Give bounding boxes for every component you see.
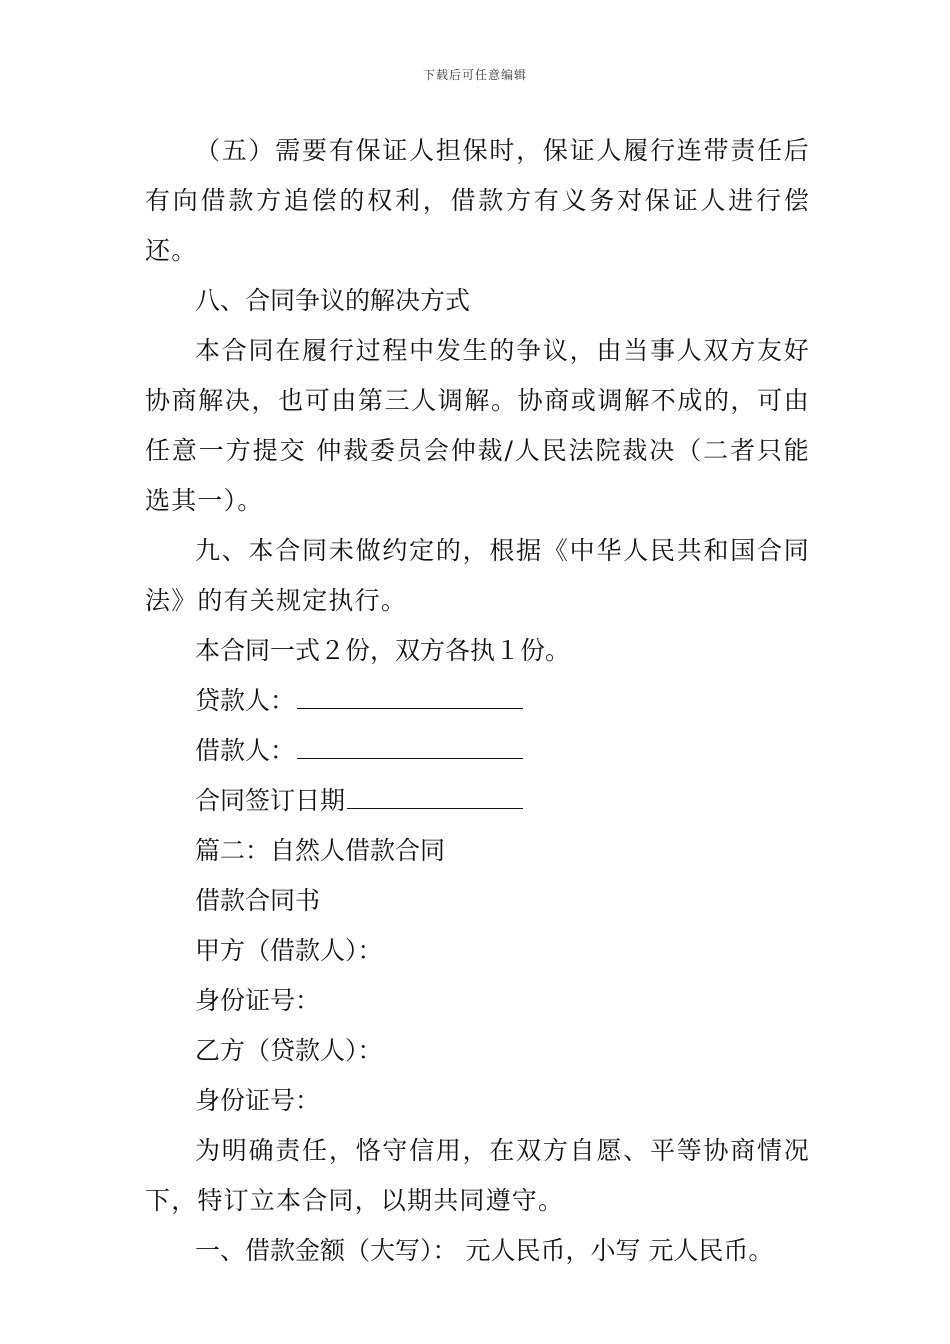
lender-blank	[297, 707, 523, 709]
borrower-label: 借款人：	[195, 736, 296, 765]
document-body	[145, 126, 810, 1276]
party-b-id-number: 身份证号：	[195, 1086, 321, 1115]
paragraph-purpose: 为明确责任，恪守信用，在双方自愿、平等协商情况下，特订立本合同，以期共同遵守。	[145, 1136, 810, 1215]
lender-label: 贷款人：	[195, 686, 296, 715]
section-heading-dispute-resolution: 八、合同争议的解决方式	[195, 286, 471, 315]
borrower-signature-line	[145, 726, 810, 776]
signing-date-blank	[347, 807, 523, 809]
page-header-note: 下载后可任意编辑	[422, 68, 527, 82]
party-a-borrower: 甲方（借款人）：	[195, 936, 383, 965]
paragraph-guarantor-recourse: （五）需要有保证人担保时，保证人履行连带责任后有向借款方追偿的权利，借款方有义务对保证人进行偿还。	[145, 136, 810, 265]
borrower-blank	[297, 757, 523, 759]
party-b-lender: 乙方（贷款人）：	[195, 1036, 383, 1065]
party-a-id-number: 身份证号：	[195, 986, 321, 1015]
paragraph-contract-law-reference: 九、本合同未做约定的，根据《中华人民共和国合同法》的有关规定执行。	[145, 536, 810, 615]
signing-date-line	[145, 776, 810, 826]
clause-loan-amount: 一、借款金额（大写）： 元人民币，小写 元人民币。	[195, 1236, 774, 1265]
lender-signature-line	[145, 676, 810, 726]
paragraph-copies: 本合同一式２份，双方各执１份。	[195, 636, 571, 665]
signing-date-label: 合同签订日期	[195, 786, 346, 815]
section-title-part-two: 篇二：自然人借款合同	[195, 836, 446, 865]
paragraph-dispute-resolution: 本合同在履行过程中发生的争议，由当事人双方友好协商解决，也可由第三人调解。协商或调解不成的，可由任意一方提交 仲裁委员会仲裁/人民法院裁决（二者只能选其一）。	[145, 336, 810, 515]
document-title-loan-contract: 借款合同书	[195, 886, 321, 915]
